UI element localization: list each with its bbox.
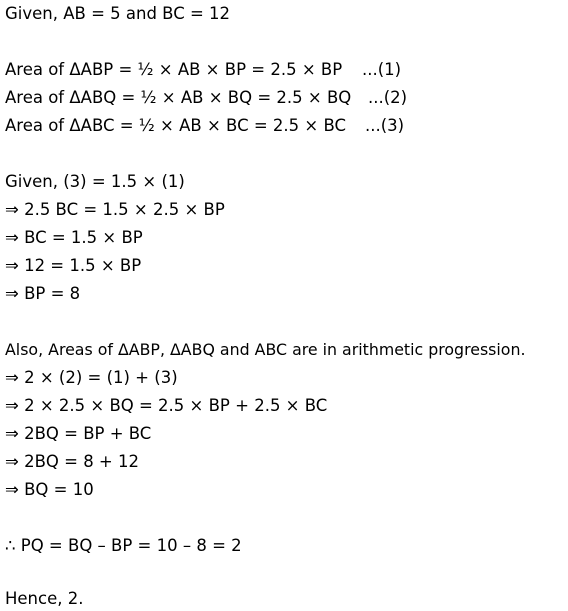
area-abc-line: Area of ΔABC = ½ × AB × BC = 2.5 × BC bbox=[5, 116, 347, 135]
area-abp-line: Area of ΔABP = ½ × AB × BP = 2.5 × BP bbox=[5, 60, 343, 79]
step1-line-5: ⇒ BP = 8 bbox=[5, 284, 81, 303]
step1-line-1: Given, (3) = 1.5 × (1) bbox=[5, 172, 185, 191]
step2-line-2: ⇒ 2 × (2) = (1) + (3) bbox=[5, 368, 178, 387]
area-abq-line: Area of ΔABQ = ½ × AB × BQ = 2.5 × BQ bbox=[5, 88, 352, 107]
step2-line-1: Also, Areas of ΔABP, ΔABQ and ABC are in arithmetic progression. bbox=[5, 340, 526, 359]
step1-line-2: ⇒ 2.5 BC = 1.5 × 2.5 × BP bbox=[5, 200, 225, 219]
given-line: Given, AB = 5 and BC = 12 bbox=[5, 4, 231, 23]
equation-ref-3: ...(3) bbox=[365, 116, 405, 135]
conclusion-line: ∴ PQ = BQ – BP = 10 – 8 = 2 bbox=[5, 536, 242, 555]
step2-line-4: ⇒ 2BQ = BP + BC bbox=[5, 424, 152, 443]
equation-ref-2: ...(2) bbox=[368, 88, 408, 107]
step2-line-6: ⇒ BQ = 10 bbox=[5, 480, 94, 499]
step2-line-3: ⇒ 2 × 2.5 × BQ = 2.5 × BP + 2.5 × BC bbox=[5, 396, 328, 415]
step1-line-4: ⇒ 12 = 1.5 × BP bbox=[5, 256, 142, 275]
answer-line: Hence, 2. bbox=[5, 589, 84, 608]
equation-ref-1: ...(1) bbox=[362, 60, 402, 79]
step1-line-3: ⇒ BC = 1.5 × BP bbox=[5, 228, 143, 247]
step2-line-5: ⇒ 2BQ = 8 + 12 bbox=[5, 452, 139, 471]
